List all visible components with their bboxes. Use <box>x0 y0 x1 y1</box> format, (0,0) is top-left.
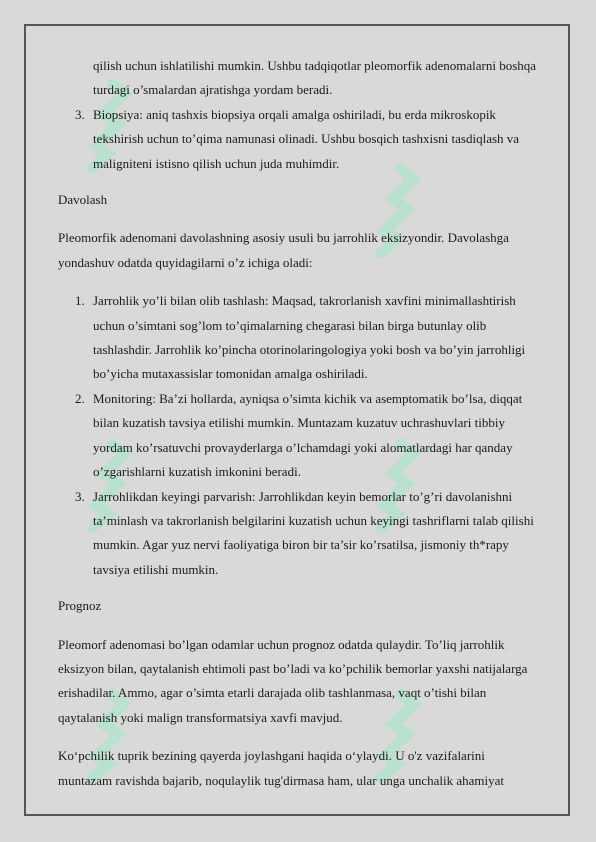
section-heading-treatment: Davolash <box>58 192 108 208</box>
treatment-intro: Pleomorfik adenomani davolashning asosiy usuli bu jarrohlik eksizyondir. Davolashga yondashuv odatda quyidagilarni o’z ichiga oladi: <box>58 230 509 270</box>
treatment-list-item <box>58 387 538 485</box>
document-page <box>24 24 570 816</box>
continuation-paragraph: qilish uchun ishlatilishi mumkin. Ushbu tadqiqotlar pleomorfik adenomalarni boshqa turdagi o’smalardan ajratishga yordam beradi. <box>93 58 537 98</box>
section-heading-prognosis: Prognoz <box>58 598 102 614</box>
list-number: 1. <box>75 293 85 309</box>
treatment-list-item <box>58 289 538 387</box>
prognosis-paragraph: Pleomorf adenomasi bo’lgan odamlar uchun prognoz odatda qulaydir. To’liq jarrohlik eksizyon bilan, qaytalanish ehtimoli past bo’ladi va ko’pchilik bemorlar yaxshi natijalarga erishadilar. Ammo, agar o’simta etarli darajada olib tashlanmasa, vaqt o’tishi bilan qaytalanish yoki malign transformatsiya xavfi mavjud. <box>58 636 528 725</box>
treatment-list <box>58 289 538 582</box>
treatment-list-item <box>58 485 538 583</box>
list-item-text: Biopsiya: aniq tashxis biopsiya orqali amalga oshiriladi, bu erda mikroskopik tekshirish uchun to’qima namunasi olinadi. Ushbu bosqich tashxisni tasdiqlash va maligniteni istisno qilish uchun juda muhimdir. <box>93 106 520 171</box>
document-body <box>58 54 538 793</box>
list-item-text: Jarrohlik yo’li bilan olib tashlash: Maqsad, takrorlanish xavfini minimallashtirish uchun o’simtani sog’lom to’qimalarning chegarasi bilan birga butunlay olib tashlashdir. Jarrohlik ko’pincha otorinolaringologiya yoki bosh va bo’yin jarrohligi bo’yicha mutaxassislar tomonidan amalga oshiriladi. <box>93 293 526 382</box>
list-item-text: Monitoring: Ba’zi hollarda, ayniqsa o’simta kichik va asemptomatik bo’lsa, diqqat bilan kuzatish tavsiya etilishi mumkin. Muntazam kuzatuv uchrashuvlari tibbiy yordam ko’rsatuvchi provayderlarga o’lchamdagi yoki alomatlardagi har qanday o’zgarishlarni kuzatish imkonini beradi. <box>93 390 523 480</box>
list-item-text: Jarrohlikdan keyingi parvarish: Jarrohlikdan keyin bemorlar to’g’ri davolanishni ta’minlash va takrorlanish belgilarini kuzatish uchun keyingi tashriflarni talab qilishi mumkin. Agar yuz nervi faoliyatiga biron bir ta’sir ko’rsatilsa, jismoniy th*rapy tavsiya etilishi mumkin. <box>93 488 534 577</box>
diagnosis-list-item <box>58 103 538 176</box>
prognosis-paragraph: Ko‘pchilik tuprik bezining qayerda joylashgani haqida o‘ylaydi. U o'z vazifalarini muntazam ravishda bajarib, noqulaylik tug'dirmasa ham, ular unga unchalik ahamiyat <box>58 748 505 788</box>
list-number: 3. <box>75 106 85 122</box>
list-number: 3. <box>75 488 85 504</box>
list-number: 2. <box>75 390 85 406</box>
